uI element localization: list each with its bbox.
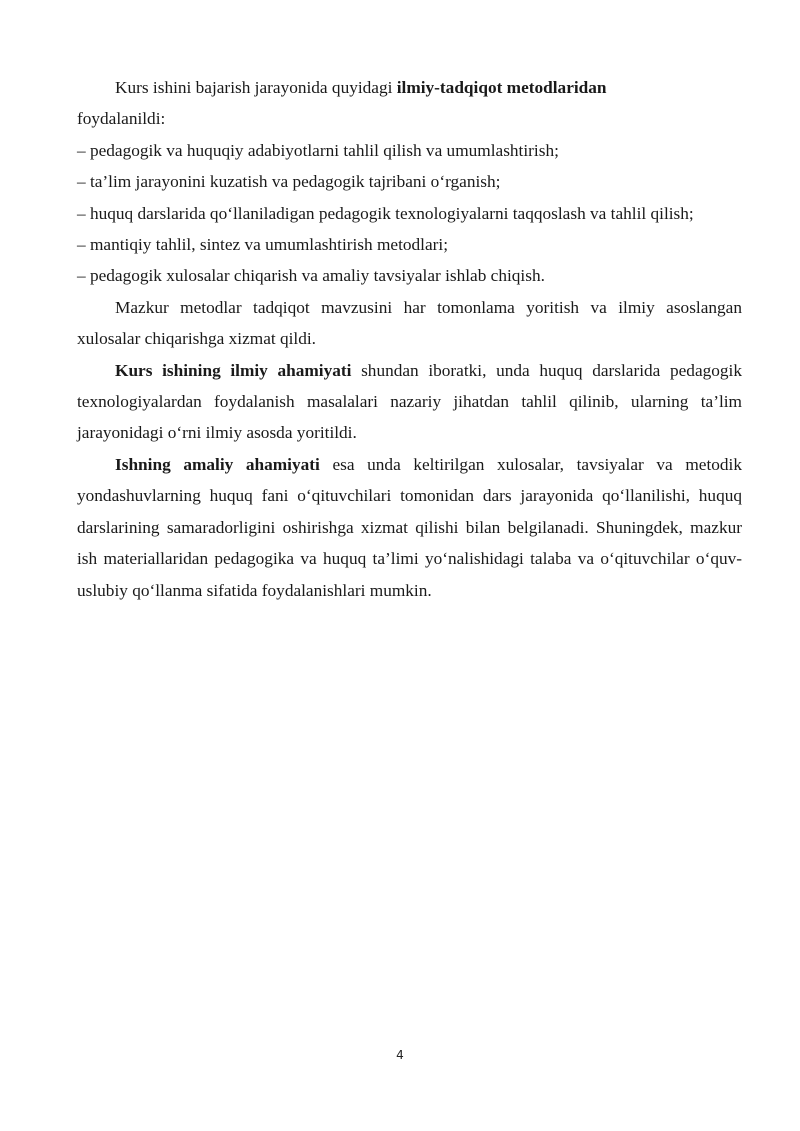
scientific-significance-text: shundan iboratki, unda huquq darslarida pedagogik texnologiyalardan foydalanish masalalari nazariy jihatdan tahlil qilinib, ularning ta’lim jarayonidagi o‘rni ilmiy asosda yoritildi. [77,360,742,443]
method-item: – mantiqiy tahlil, sintez va umumlashtirish metodlari; [77,235,449,255]
scientific-significance-paragraph [77,355,742,449]
method-item: – pedagogik va huquqiy adabiyotlarni tahlil qilish va umumlashtirish; [77,140,559,160]
page-body [77,72,742,606]
intro-bold-term: ilmiy-tadqiqot metodlaridan [396,78,607,97]
practical-significance-text: esa unda keltirilgan xulosalar, tavsiyalar va metodik yondashuvlarning huquq fani o‘qituvchilari tomonidan dars jarayonida qo‘llanilishi, huquq darslarining samaradorligini oshirishga xizmat qilishi bilan belgilanadi. Shuningdek, mazkur ish materiallaridan pedagogika va huquq ta’limi yo‘nalishidagi talaba va o‘qituvchilar o‘quv-uslubiy qo‘llanma sifatida foydalanishlari mumkin. [77,454,742,600]
page-number: 4 [396,1048,404,1062]
intro-text: Kurs ishini bajarish jarayonida quyidagi [115,78,397,97]
method-item: – huquq darslarida qo‘llaniladigan pedagogik texnologiyalarni taqqoslash va tahlil qilish; [77,203,694,223]
method-item: – ta’lim jarayonini kuzatish va pedagogik tajribani o‘rganish; [77,172,501,192]
practical-significance-paragraph [77,449,742,606]
methods-summary-paragraph: Mazkur metodlar tadqiqot mavzusini har tomonlama yoritish va ilmiy asoslangan xulosalar chiqarishga xizmat qildi. [77,297,742,349]
method-item: – pedagogik xulosalar chiqarish va amaliy tavsiyalar ishlab chiqish. [77,266,545,286]
intro-paragraph [77,72,742,103]
intro-line2: foydalanildi: [77,109,166,129]
scientific-significance-heading: Kurs ishining ilmiy ahamiyati [115,360,352,380]
practical-significance-heading: Ishning amaliy ahamiyati [115,454,320,474]
